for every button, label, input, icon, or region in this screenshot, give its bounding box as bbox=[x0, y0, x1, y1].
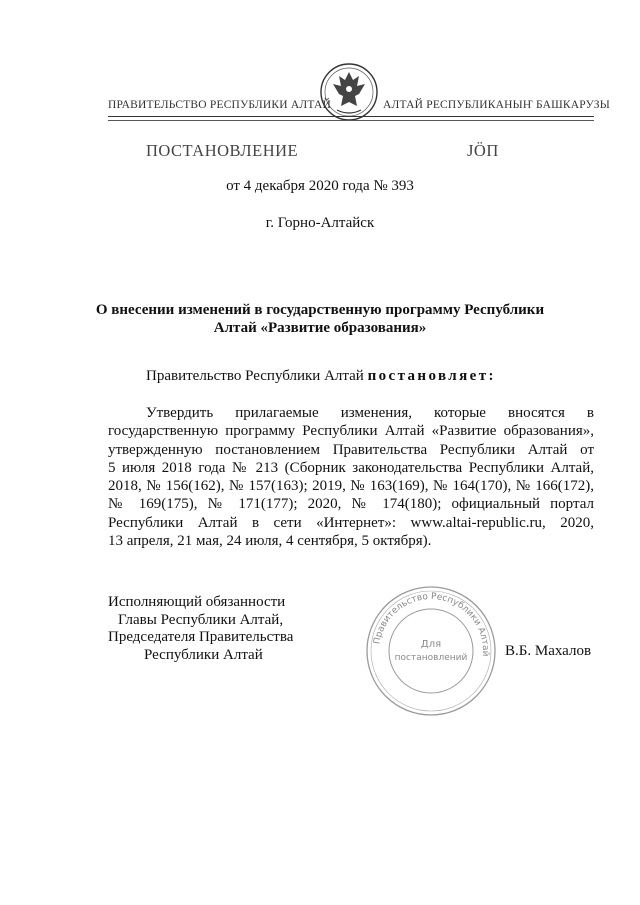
body-paragraph bbox=[108, 404, 594, 550]
header-rule bbox=[108, 116, 594, 117]
signature-block bbox=[108, 594, 293, 664]
body-line: утвержденную постановлением Правительства Республики Алтай от bbox=[108, 441, 594, 458]
body-line: Республики Алтай в сети «Интернет»: www.altai-republic.ru, 2020, bbox=[108, 514, 594, 531]
stamp-ring-text: Правительство Республики Алтай bbox=[372, 591, 491, 657]
resolves-verb: постановляет: bbox=[367, 368, 496, 384]
stamp-center-2: постановлений bbox=[394, 653, 468, 663]
body-line: 13 апреля, 21 мая, 24 июля, 4 сентября, 5 октября). bbox=[108, 533, 432, 550]
date-line: от 4 декабря 2020 года № 393 bbox=[226, 178, 414, 194]
stamp-center-1: Для bbox=[420, 639, 442, 650]
doc-type-left: ПОСТАНОВЛЕНИЕ bbox=[146, 141, 299, 160]
signer-title-4: Республики Алтай bbox=[144, 646, 263, 663]
city: г. Горно-Алтайск bbox=[265, 215, 375, 231]
resolves-subject: Правительство Республики Алтай bbox=[146, 368, 364, 384]
doc-type-right: ЈӦП bbox=[467, 141, 499, 160]
header-right: АЛТАЙ РЕСПУБЛИКАНЫҤ БАШКАРУЗЫ bbox=[383, 99, 610, 111]
resolves-line bbox=[146, 368, 496, 385]
body-line: государственную программу Республики Алтай «Развитие образования», bbox=[108, 423, 594, 440]
title-line-2: Алтай «Развитие образования» bbox=[213, 320, 427, 336]
body-line: Утвердить прилагаемые изменения, которые вносятся в bbox=[146, 405, 594, 421]
signer-title-2: Главы Республики Алтай, bbox=[118, 611, 284, 628]
signer-title-3: Председателя Правительства bbox=[108, 629, 294, 645]
official-stamp bbox=[363, 583, 499, 719]
title-line-1: О внесении изменений в государственную программу Республики bbox=[95, 302, 545, 318]
header-rule-thin bbox=[108, 120, 594, 121]
document-title bbox=[0, 301, 640, 337]
body-line: 2018, № 156(162), № 157(163); 2019, № 163(169), № 164(170), № 166(172), bbox=[108, 478, 594, 495]
body-line: № 169(175), № 171(177); 2020, № 174(180); официальный портал bbox=[108, 496, 594, 513]
signer-title-1: Исполняющий обязанности bbox=[108, 594, 286, 610]
signer-name: В.Б. Махалов bbox=[505, 643, 592, 659]
header-left: ПРАВИТЕЛЬСТВО РЕСПУБЛИКИ АЛТАЙ bbox=[108, 99, 332, 111]
body-line: 5 июля 2018 года № 213 (Сборник законодательства Республики Алтай, bbox=[108, 459, 594, 476]
